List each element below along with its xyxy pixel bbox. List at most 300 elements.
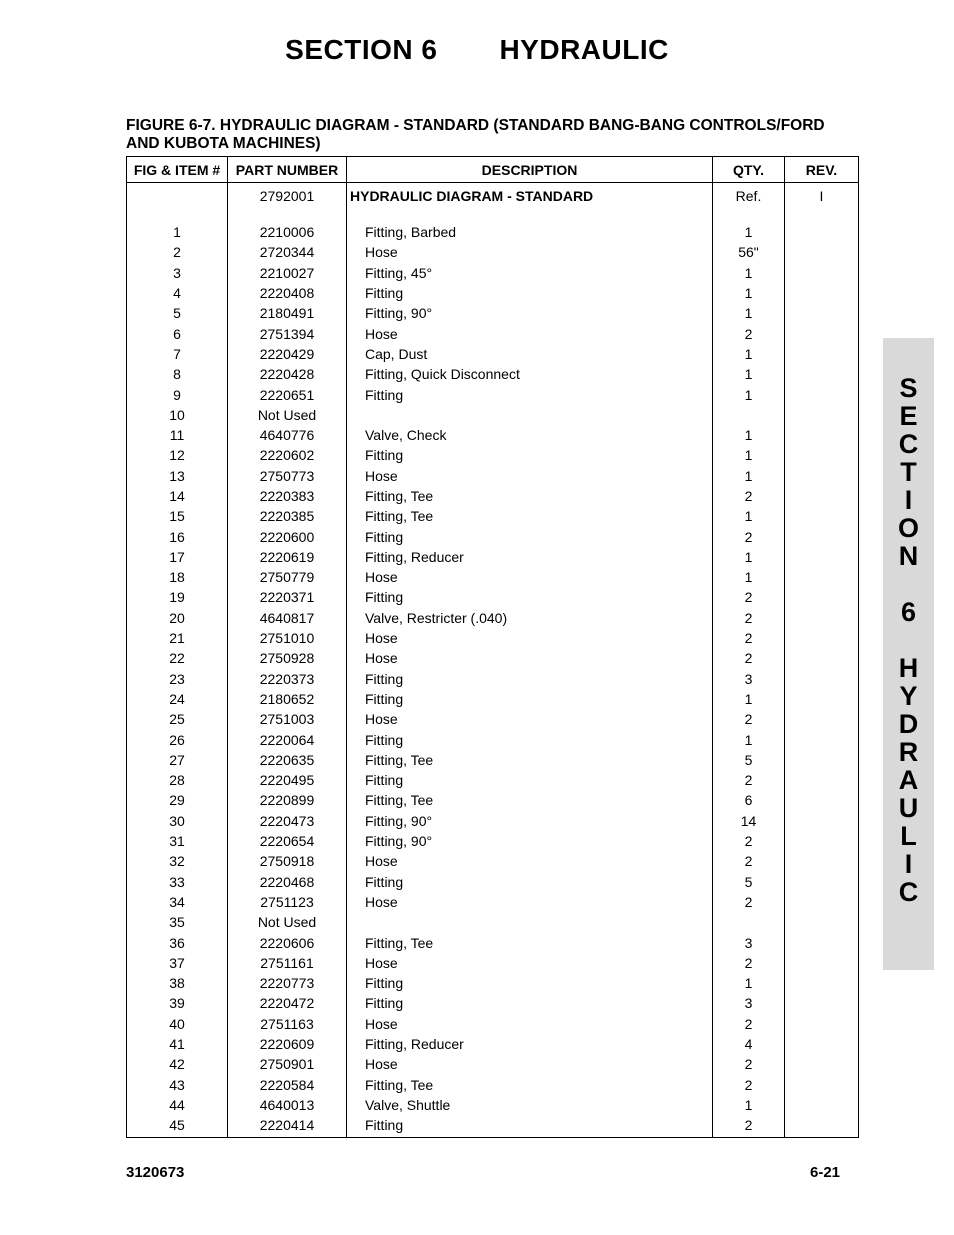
- cell-item: 13: [127, 466, 228, 486]
- cell-qty: 14: [713, 811, 785, 831]
- cell-rev: [785, 1095, 859, 1115]
- cell-item: 8: [127, 364, 228, 384]
- cell-rev: [785, 872, 859, 892]
- table-row: [127, 912, 859, 932]
- cell-qty: 1: [713, 729, 785, 749]
- cell-description: Fitting: [347, 283, 713, 303]
- cell-description: [347, 912, 713, 932]
- cell-qty: 1: [713, 547, 785, 567]
- table-row: [127, 729, 859, 749]
- cell-item: 33: [127, 872, 228, 892]
- side-tab-letter: A: [898, 765, 919, 795]
- table-row: [127, 242, 859, 262]
- cell-qty: 1: [713, 364, 785, 384]
- cell-part: 2220468: [228, 872, 347, 892]
- cell-description: Fitting, Tee: [347, 790, 713, 810]
- cell-item: 29: [127, 790, 228, 810]
- cell-description: Fitting, Barbed: [347, 222, 713, 242]
- cell-part: 2751163: [228, 1014, 347, 1034]
- table-row: [127, 973, 859, 993]
- cell-rev: [785, 445, 859, 465]
- cell-rev: [785, 790, 859, 810]
- table-row: [127, 1074, 859, 1094]
- col-header-part: PART NUMBER: [228, 157, 347, 183]
- cell-item: 36: [127, 932, 228, 952]
- cell-description: Hose: [347, 1054, 713, 1074]
- cell-qty: 1: [713, 973, 785, 993]
- cell-qty: 2: [713, 608, 785, 628]
- cell-qty: 2: [713, 770, 785, 790]
- cell-description: Fitting: [347, 526, 713, 546]
- table-row: [127, 628, 859, 648]
- cell-item: 45: [127, 1115, 228, 1138]
- cell-rev: [785, 973, 859, 993]
- cell-part: 2220495: [228, 770, 347, 790]
- cell-item: 42: [127, 1054, 228, 1074]
- cell-rev: [785, 851, 859, 871]
- cell-description: Fitting, 45°: [347, 263, 713, 283]
- cell-qty: 2: [713, 526, 785, 546]
- cell-rev: [785, 1074, 859, 1094]
- table-row: [127, 1095, 859, 1115]
- cell-part: 2220373: [228, 669, 347, 689]
- cell-qty: 3: [713, 932, 785, 952]
- cell-qty: 1: [713, 222, 785, 242]
- cell-part: 2220609: [228, 1034, 347, 1054]
- cell-qty: 3: [713, 993, 785, 1013]
- table-row: [127, 384, 859, 404]
- cell-rev: [785, 811, 859, 831]
- cell-description: Hose: [347, 709, 713, 729]
- cell-rev: [785, 1034, 859, 1054]
- cell-description: Fitting: [347, 669, 713, 689]
- col-header-item: FIG & ITEM #: [127, 157, 228, 183]
- cell-qty: 2: [713, 953, 785, 973]
- cell-qty: 1: [713, 263, 785, 283]
- cell-description: Fitting: [347, 993, 713, 1013]
- cell-rev: [785, 486, 859, 506]
- table-header-row: [127, 157, 859, 183]
- cell-qty: 2: [713, 323, 785, 343]
- cell-item: 15: [127, 506, 228, 526]
- cell-description: Hose: [347, 1014, 713, 1034]
- cell-rev: [785, 648, 859, 668]
- cell-qty: 3: [713, 669, 785, 689]
- cell-rev: [785, 892, 859, 912]
- cell-rev: [785, 242, 859, 262]
- cell-rev: [785, 709, 859, 729]
- cell-item: 26: [127, 729, 228, 749]
- cell-rev: [785, 1115, 859, 1138]
- cell-rev: [785, 506, 859, 526]
- cell-part: 2220383: [228, 486, 347, 506]
- spacer-row: [127, 207, 859, 222]
- cell-part: 2220651: [228, 384, 347, 404]
- cell-part: 2220654: [228, 831, 347, 851]
- cell-item: 39: [127, 993, 228, 1013]
- side-tab-letter: 6: [900, 597, 917, 627]
- cell-part: 2220899: [228, 790, 347, 810]
- cell-item: 18: [127, 567, 228, 587]
- cell-qty: 1: [713, 303, 785, 323]
- figure-title: FIGURE 6-7. HYDRAULIC DIAGRAM - STANDARD (STANDARD BANG-BANG CONTROLS/FORD AND KUBOTA MACHINES): [126, 117, 825, 152]
- table-row: [127, 405, 859, 425]
- side-tab-letter: I: [904, 849, 913, 879]
- cell-qty: 1: [713, 466, 785, 486]
- cell-description: Valve, Restricter (.040): [347, 608, 713, 628]
- cell-qty: 2: [713, 1074, 785, 1094]
- cell-part: 2220385: [228, 506, 347, 526]
- side-tab-letter: C: [898, 429, 919, 459]
- cell-item: 34: [127, 892, 228, 912]
- side-tab-letter: S: [899, 373, 918, 403]
- cell-item: 6: [127, 323, 228, 343]
- cell-item: 28: [127, 770, 228, 790]
- cell-part: 2220600: [228, 526, 347, 546]
- cell-part: 4640817: [228, 608, 347, 628]
- cell-rev: [785, 323, 859, 343]
- cell-rev: [785, 547, 859, 567]
- cell-part: 2751394: [228, 323, 347, 343]
- cell-rev: [785, 425, 859, 445]
- cell-qty: 2: [713, 709, 785, 729]
- cell-qty: 1: [713, 567, 785, 587]
- table-row: [127, 709, 859, 729]
- cell-item: 19: [127, 587, 228, 607]
- cell-item: 43: [127, 1074, 228, 1094]
- table-row: [127, 466, 859, 486]
- table-row: [127, 1034, 859, 1054]
- cell-description: Fitting: [347, 872, 713, 892]
- side-tab-letters: [883, 338, 934, 906]
- cell-qty: 1: [713, 506, 785, 526]
- cell-item: 12: [127, 445, 228, 465]
- cell-part: 2720344: [228, 242, 347, 262]
- cell-item: 38: [127, 973, 228, 993]
- cell-part: 2751123: [228, 892, 347, 912]
- cell-rev: [785, 384, 859, 404]
- cell-part: 2210027: [228, 263, 347, 283]
- cell-qty: [713, 912, 785, 932]
- table-row: [127, 506, 859, 526]
- table-row: [127, 1115, 859, 1138]
- side-tab-letter: H: [898, 653, 919, 683]
- cell-qty: 2: [713, 1054, 785, 1074]
- cell-rev: [785, 689, 859, 709]
- table-row: [127, 1054, 859, 1074]
- cell-part: 2220371: [228, 587, 347, 607]
- cell-item: 22: [127, 648, 228, 668]
- cell-description: Fitting, 90°: [347, 811, 713, 831]
- table-row: [127, 851, 859, 871]
- cell-rev: [785, 222, 859, 242]
- cell-description: Fitting, Tee: [347, 932, 713, 952]
- table-row: [127, 567, 859, 587]
- parts-table: [126, 156, 859, 1138]
- cell-item: 16: [127, 526, 228, 546]
- section-label: SECTION 6: [285, 34, 438, 65]
- cell-item: 4: [127, 283, 228, 303]
- cell-description: Hose: [347, 242, 713, 262]
- cell-qty: 1: [713, 283, 785, 303]
- cell-item: 40: [127, 1014, 228, 1034]
- cell-item: 7: [127, 344, 228, 364]
- cell-qty: 56": [713, 242, 785, 262]
- cell-rev: [785, 993, 859, 1013]
- cell-item: 44: [127, 1095, 228, 1115]
- cell-rev: [785, 587, 859, 607]
- cell-item: 11: [127, 425, 228, 445]
- cell-rev: [785, 405, 859, 425]
- side-tab-letter: L: [900, 821, 917, 851]
- cell-description: Fitting, 90°: [347, 831, 713, 851]
- cell-description: Fitting: [347, 1115, 713, 1138]
- table-row: [127, 587, 859, 607]
- cell-qty: 2: [713, 1115, 785, 1138]
- cell-rev: [785, 526, 859, 546]
- cell-qty: 4: [713, 1034, 785, 1054]
- cell-description: Fitting: [347, 384, 713, 404]
- side-tab-letter: O: [897, 513, 919, 543]
- cell-item: 41: [127, 1034, 228, 1054]
- cell-description: Hose: [347, 892, 713, 912]
- cell-description: Fitting: [347, 587, 713, 607]
- cell-part: 2220606: [228, 932, 347, 952]
- cell-description: Hose: [347, 851, 713, 871]
- cell-part: 2751010: [228, 628, 347, 648]
- cell-part: 2220602: [228, 445, 347, 465]
- cell-description: Valve, Check: [347, 425, 713, 445]
- cell-rev: [785, 932, 859, 952]
- table-row: [127, 547, 859, 567]
- cell-qty: 2: [713, 486, 785, 506]
- side-tab-letter: T: [900, 457, 917, 487]
- table-row: [127, 425, 859, 445]
- cell-description: Fitting: [347, 689, 713, 709]
- cell-rev: [785, 466, 859, 486]
- cell-description: Fitting, 90°: [347, 303, 713, 323]
- cell-qty: 5: [713, 750, 785, 770]
- cell-rev: [785, 770, 859, 790]
- table-row: [127, 608, 859, 628]
- table-row: [127, 831, 859, 851]
- table-row: [127, 364, 859, 384]
- cell-part: 2220064: [228, 729, 347, 749]
- table-row: [127, 445, 859, 465]
- cell-qty: 6: [713, 790, 785, 810]
- cell-item: 37: [127, 953, 228, 973]
- cell-part: 4640013: [228, 1095, 347, 1115]
- page-number: 6-21: [810, 1164, 841, 1181]
- table-row: [127, 892, 859, 912]
- cell-item: 1: [127, 222, 228, 242]
- cell-rev: [785, 953, 859, 973]
- cell-item: 25: [127, 709, 228, 729]
- cell-qty: 5: [713, 872, 785, 892]
- cell-part: 2792001: [228, 183, 347, 208]
- cell-qty: 2: [713, 1014, 785, 1034]
- cell-item: 2: [127, 242, 228, 262]
- cell-part: 2750901: [228, 1054, 347, 1074]
- cell-description: Hose: [347, 466, 713, 486]
- side-tab-letter: Y: [899, 681, 918, 711]
- cell-qty: 2: [713, 648, 785, 668]
- cell-description: Fitting, Tee: [347, 750, 713, 770]
- cell-part: 2220428: [228, 364, 347, 384]
- side-tab-letter: D: [898, 709, 919, 739]
- cell-item: 21: [127, 628, 228, 648]
- cell-item: 9: [127, 384, 228, 404]
- table-row: [127, 486, 859, 506]
- cell-description: Fitting, Reducer: [347, 547, 713, 567]
- cell-rev: [785, 283, 859, 303]
- cell-qty: [713, 405, 785, 425]
- cell-description: HYDRAULIC DIAGRAM - STANDARD: [347, 183, 713, 208]
- side-tab-letter: C: [898, 877, 919, 907]
- cell-qty: 1: [713, 425, 785, 445]
- table-row: [127, 689, 859, 709]
- cell-description: Fitting: [347, 770, 713, 790]
- cell-description: Fitting, Quick Disconnect: [347, 364, 713, 384]
- table-row: [127, 648, 859, 668]
- cell-part: 2220635: [228, 750, 347, 770]
- cell-rev: [785, 912, 859, 932]
- table-row: [127, 932, 859, 952]
- section-title: [0, 34, 954, 66]
- cell-part: 2750918: [228, 851, 347, 871]
- table-row: [127, 750, 859, 770]
- cell-rev: [785, 669, 859, 689]
- cell-part: 2220473: [228, 811, 347, 831]
- cell-qty: 2: [713, 628, 785, 648]
- assembly-row: [127, 183, 859, 208]
- cell-part: Not Used: [228, 405, 347, 425]
- cell-rev: [785, 364, 859, 384]
- table-row: [127, 993, 859, 1013]
- cell-qty: 2: [713, 831, 785, 851]
- cell-part: 2220429: [228, 344, 347, 364]
- cell-description: [347, 405, 713, 425]
- cell-part: 2750773: [228, 466, 347, 486]
- table-row: [127, 669, 859, 689]
- table-row: [127, 770, 859, 790]
- cell-part: 2220414: [228, 1115, 347, 1138]
- cell-item: 20: [127, 608, 228, 628]
- doc-number: 3120673: [126, 1164, 185, 1181]
- cell-part: 2180652: [228, 689, 347, 709]
- cell-item: 23: [127, 669, 228, 689]
- cell-item: 27: [127, 750, 228, 770]
- cell-part: 2180491: [228, 303, 347, 323]
- table-row: [127, 283, 859, 303]
- cell-rev: [785, 628, 859, 648]
- cell-item: 17: [127, 547, 228, 567]
- cell-part: 2750779: [228, 567, 347, 587]
- cell-description: Fitting, Reducer: [347, 1034, 713, 1054]
- cell-description: Fitting, Tee: [347, 1074, 713, 1094]
- cell-description: Fitting: [347, 445, 713, 465]
- cell-rev: [785, 344, 859, 364]
- cell-item: 24: [127, 689, 228, 709]
- table-row: [127, 323, 859, 343]
- cell-part: 4640776: [228, 425, 347, 445]
- cell-description: Hose: [347, 953, 713, 973]
- cell-part: 2210006: [228, 222, 347, 242]
- table-row: [127, 526, 859, 546]
- cell-item: 32: [127, 851, 228, 871]
- cell-part: 2751161: [228, 953, 347, 973]
- cell-rev: [785, 831, 859, 851]
- table-row: [127, 790, 859, 810]
- cell-description: Hose: [347, 628, 713, 648]
- cell-rev: [785, 729, 859, 749]
- cell-qty: 1: [713, 689, 785, 709]
- cell-qty: 1: [713, 344, 785, 364]
- cell-rev: I: [785, 183, 859, 208]
- cell-description: Valve, Shuttle: [347, 1095, 713, 1115]
- side-tab-letter: U: [898, 793, 919, 823]
- side-tab-letter: I: [904, 485, 913, 515]
- cell-qty: Ref.: [713, 183, 785, 208]
- cell-part: 2750928: [228, 648, 347, 668]
- cell-item: 35: [127, 912, 228, 932]
- cell-qty: 1: [713, 384, 785, 404]
- cell-description: Fitting, Tee: [347, 506, 713, 526]
- cell-description: Hose: [347, 323, 713, 343]
- table-row: [127, 344, 859, 364]
- table-row: [127, 1014, 859, 1034]
- cell-rev: [785, 263, 859, 283]
- cell-rev: [785, 1054, 859, 1074]
- cell-description: Hose: [347, 567, 713, 587]
- table-row: [127, 811, 859, 831]
- cell-part: 2220408: [228, 283, 347, 303]
- table-row: [127, 953, 859, 973]
- col-header-rev: REV.: [785, 157, 859, 183]
- cell-item: 14: [127, 486, 228, 506]
- cell-part: 2751003: [228, 709, 347, 729]
- cell-description: Fitting, Tee: [347, 486, 713, 506]
- cell-qty: 1: [713, 445, 785, 465]
- col-header-description: DESCRIPTION: [347, 157, 713, 183]
- cell-description: Fitting: [347, 973, 713, 993]
- table-row: [127, 872, 859, 892]
- cell-part: Not Used: [228, 912, 347, 932]
- cell-rev: [785, 567, 859, 587]
- cell-rev: [785, 608, 859, 628]
- side-tab-letter: N: [898, 541, 919, 571]
- cell-qty: 2: [713, 587, 785, 607]
- cell-rev: [785, 303, 859, 323]
- section-side-tab: [883, 338, 934, 970]
- cell-part: 2220472: [228, 993, 347, 1013]
- cell-part: 2220773: [228, 973, 347, 993]
- cell-description: Hose: [347, 648, 713, 668]
- cell-qty: 2: [713, 851, 785, 871]
- cell-item: 30: [127, 811, 228, 831]
- cell-rev: [785, 750, 859, 770]
- cell-item: 3: [127, 263, 228, 283]
- cell-rev: [785, 1014, 859, 1034]
- cell-item: 31: [127, 831, 228, 851]
- cell-item: 10: [127, 405, 228, 425]
- cell-item: 5: [127, 303, 228, 323]
- cell-item: [127, 183, 228, 208]
- cell-qty: 2: [713, 892, 785, 912]
- side-tab-letter: R: [898, 737, 919, 767]
- cell-qty: 1: [713, 1095, 785, 1115]
- table-row: [127, 303, 859, 323]
